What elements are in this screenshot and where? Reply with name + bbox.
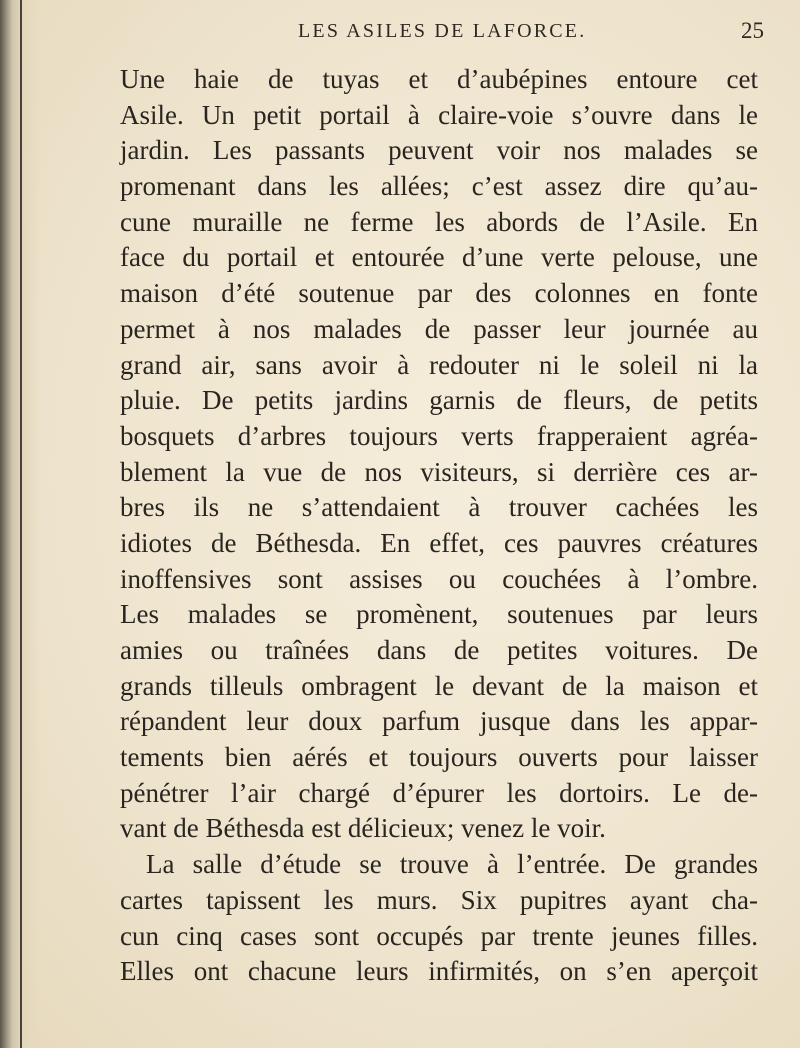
binding-edge-line	[20, 0, 22, 1048]
text-line: blement la vue de nos visiteurs, si derrière ces ar-	[120, 456, 758, 487]
text-line: bosquets d’arbres toujours verts frapperaient agréa-	[120, 420, 758, 451]
paragraph-start-line: La salle d’étude se trouve à l’entrée. De grandes	[146, 849, 758, 880]
text-line: amies ou traînées dans de petites voitures. De	[120, 635, 758, 665]
body-text	[120, 62, 758, 990]
text-line: pénétrer l’air chargé d’épurer les dortoirs. Le de-	[120, 777, 758, 808]
page-number: 25	[741, 18, 764, 43]
text-line: inoffensives sont assises ou couchées à l’ombre.	[120, 563, 758, 594]
paragraph-end-line: vant de Béthesda est délicieux; venez le voir.	[120, 813, 606, 844]
text-line: promenant dans les allées; c’est assez dire qu’au-	[120, 171, 758, 202]
page-header	[120, 20, 766, 50]
text-line: jardin. Les passants peuvent voir nos malades se	[120, 135, 758, 166]
text-line: tements bien aérés et toujours ouverts pour laisser	[120, 742, 758, 773]
text-line: Les malades se promènent, soutenues par leurs	[120, 599, 758, 630]
text-line: permet à nos malades de passer leur journée au	[120, 313, 758, 344]
text-line: Une haie de tuyas et d’aubépines entoure cet	[120, 64, 758, 94]
text-line: idiotes de Béthesda. En effet, ces pauvres créatures	[120, 527, 758, 558]
text-line: bres ils ne s’attendaient à trouver cachées les	[120, 492, 758, 523]
text-line: Elles ont chacune leurs infirmités, on s’en aperçoit	[120, 956, 758, 987]
text-line: cune muraille ne ferme les abords de l’Asile. En	[120, 206, 758, 237]
running-title: LES ASILES DE LAFORCE.	[298, 20, 587, 42]
text-line: grand air, sans avoir à redouter ni le soleil ni la	[120, 349, 758, 380]
text-line: Asile. Un petit portail à claire-voie s’ouvre dans le	[120, 99, 758, 130]
text-line: pluie. De petits jardins garnis de fleurs, de petits	[120, 385, 758, 416]
text-line: répandent leur doux parfum jusque dans les appar-	[120, 706, 758, 737]
text-line: grands tilleuls ombragent le devant de la maison et	[120, 670, 758, 701]
text-line: maison d’été soutenue par des colonnes en fonte	[120, 278, 758, 309]
text-line: cartes tapissent les murs. Six pupitres ayant cha-	[120, 884, 758, 915]
text-line: face du portail et entourée d’une verte pelouse, une	[120, 242, 758, 273]
text-line: cun cinq cases sont occupés par trente jeunes filles.	[120, 920, 758, 951]
